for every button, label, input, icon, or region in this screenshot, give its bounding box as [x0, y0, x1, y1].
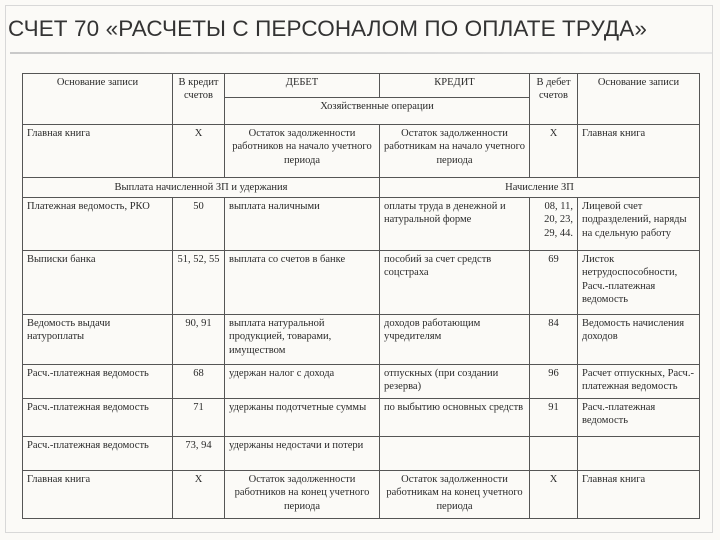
table-row [23, 399, 700, 437]
opening-debit-accounts: Х [530, 125, 578, 178]
table-row [23, 437, 700, 471]
row-debit-accounts: 69 [530, 251, 578, 315]
slide-title: СЧЕТ 70 «РАСЧЕТЫ С ПЕРСОНАЛОМ ПО ОПЛАТЕ ТРУДА» [8, 16, 647, 41]
table-row [23, 315, 700, 365]
row-basis-right: Ведомость начисления доходов [578, 315, 700, 365]
row-credit-accounts: 68 [173, 365, 225, 399]
row-debit-operation: удержан налог с дохода [225, 365, 380, 399]
row-debit-operation: удержаны подотчетные суммы [225, 399, 380, 437]
header-row [23, 74, 700, 98]
opening-basis-left: Главная книга [23, 125, 173, 178]
row-debit-accounts: 08, 11, 20, 23, 29, 44. [530, 198, 578, 251]
row-basis-right [578, 437, 700, 471]
header-debit-accounts: В дебет счетов [530, 74, 578, 125]
row-basis-left: Расч.-платежная ведомость [23, 437, 173, 471]
table-row [23, 251, 700, 315]
section-row [23, 178, 700, 198]
row-credit-accounts: 73, 94 [173, 437, 225, 471]
row-basis-right: Листок нетрудоспособности, Расч.-платежная ведомость [578, 251, 700, 315]
row-debit-accounts: 96 [530, 365, 578, 399]
header-credit: КРЕДИТ [380, 74, 530, 98]
table-row [23, 198, 700, 251]
section-debit: Выплата начисленной ЗП и удержания [23, 178, 380, 198]
row-debit-accounts: 84 [530, 315, 578, 365]
row-debit-operation: выплата натуральной продукцией, товарами, имуществом [225, 315, 380, 365]
row-debit-operation: выплата наличными [225, 198, 380, 251]
row-basis-right: Расч.-платежная ведомость [578, 399, 700, 437]
closing-basis-right: Главная книга [578, 471, 700, 519]
row-basis-left: Расч.-платежная ведомость [23, 399, 173, 437]
row-credit-operation [380, 437, 530, 471]
closing-debit: Остаток задолженности работников на конец учетного периода [225, 471, 380, 519]
closing-credit: Остаток задолженности работникам на конец учетного периода [380, 471, 530, 519]
row-debit-operation: выплата со счетов в банке [225, 251, 380, 315]
row-credit-operation: оплаты труда в денежной и натуральной форме [380, 198, 530, 251]
row-debit-operation: удержаны недостачи и потери [225, 437, 380, 471]
header-basis-left: Основание записи [23, 74, 173, 125]
closing-balance-row [23, 471, 700, 519]
account-70-table [22, 73, 700, 519]
row-debit-accounts: 91 [530, 399, 578, 437]
row-credit-operation: по выбытию основных средств [380, 399, 530, 437]
header-operations: Хозяйственные операции [225, 98, 530, 125]
row-basis-left: Ведомость выдачи натуроплаты [23, 315, 173, 365]
row-credit-accounts: 50 [173, 198, 225, 251]
row-credit-accounts: 90, 91 [173, 315, 225, 365]
row-debit-accounts [530, 437, 578, 471]
row-basis-right: Лицевой счет подразделений, наряды на сдельную работу [578, 198, 700, 251]
row-basis-left: Расч.-платежная ведомость [23, 365, 173, 399]
header-debit: ДЕБЕТ [225, 74, 380, 98]
row-credit-accounts: 71 [173, 399, 225, 437]
opening-credit-accounts: Х [173, 125, 225, 178]
row-credit-operation: отпускных (при создании резерва) [380, 365, 530, 399]
opening-balance-row [23, 125, 700, 178]
row-basis-right: Расчет отпускных, Расч.-платежная ведомость [578, 365, 700, 399]
row-basis-left: Выписки банка [23, 251, 173, 315]
row-basis-left: Платежная ведомость, РКО [23, 198, 173, 251]
opening-basis-right: Главная книга [578, 125, 700, 178]
closing-credit-accounts: Х [173, 471, 225, 519]
header-basis-right: Основание записи [578, 74, 700, 125]
section-credit: Начисление ЗП [380, 178, 700, 198]
opening-debit: Остаток задолженности работников на начало учетного периода [225, 125, 380, 178]
row-credit-operation: доходов работающим учредителям [380, 315, 530, 365]
closing-basis-left: Главная книга [23, 471, 173, 519]
header-credit-accounts: В кредит счетов [173, 74, 225, 125]
opening-credit: Остаток задолженности работникам на начало учетного периода [380, 125, 530, 178]
row-credit-accounts: 51, 52, 55 [173, 251, 225, 315]
table-row [23, 365, 700, 399]
closing-debit-accounts: Х [530, 471, 578, 519]
title-divider [10, 52, 712, 54]
row-credit-operation: пособий за счет средств соцстраха [380, 251, 530, 315]
